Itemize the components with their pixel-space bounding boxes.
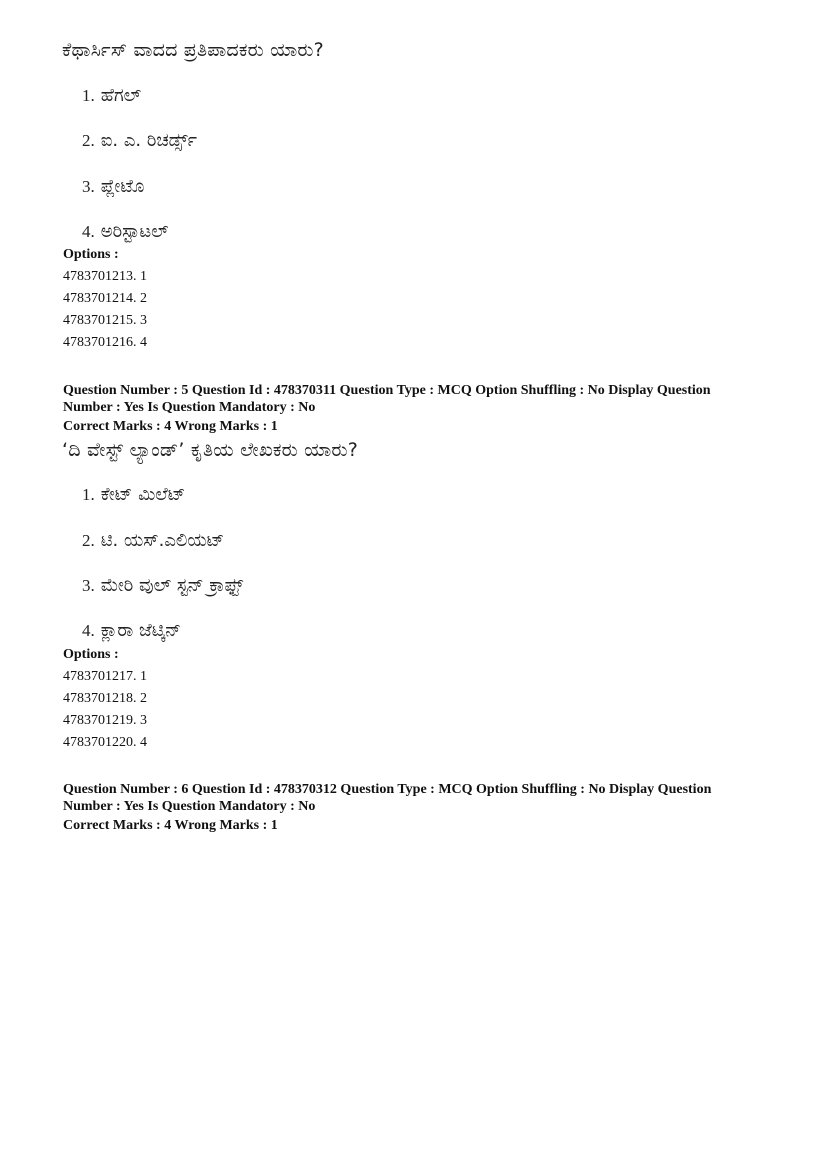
marks-info: Correct Marks : 4 Wrong Marks : 1 bbox=[63, 818, 278, 833]
choice-text: ಪ್ಲೇಟೊ bbox=[100, 176, 145, 197]
choice-number: 3. bbox=[82, 177, 95, 196]
option-id-line: 4783701218. 2 bbox=[63, 691, 147, 706]
choice-text: ಐ. ಎ. ರಿಚರ್ಡ್ಸ್ bbox=[100, 130, 197, 151]
question-text: ಕೆಥಾರ್ಸಿಸ್ ವಾದದ ಪ್ರತಿಪಾದಕರು ಯಾರು? bbox=[62, 39, 324, 61]
options-label: Options : bbox=[63, 247, 119, 262]
option-id-line: 4783701215. 3 bbox=[63, 313, 147, 328]
option-id-line: 4783701219. 3 bbox=[63, 713, 147, 728]
answer-choice bbox=[82, 176, 144, 197]
answer-choice bbox=[82, 575, 243, 596]
answer-choice bbox=[82, 130, 197, 151]
choice-number: 2. bbox=[82, 531, 95, 550]
option-id-line: 4783701214. 2 bbox=[63, 291, 147, 306]
choice-number: 4. bbox=[82, 222, 95, 241]
question-meta: Question Number : 6 Question Id : 478370312 Question Type : MCQ Option Shuffling : No Display Question Number : Yes Is Question Mandatory : No bbox=[63, 782, 712, 814]
choice-text: ಕ್ಲಾರಾ ಜೆಟ್ಕಿನ್ bbox=[100, 620, 182, 641]
choice-number: 1. bbox=[82, 485, 95, 504]
answer-choice bbox=[82, 85, 141, 106]
choice-text: ಅರಿಸ್ಟಾಟಲ್ bbox=[100, 221, 169, 242]
options-label: Options : bbox=[63, 647, 119, 662]
choice-text: ಟಿ. ಯಸ್.ಎಲಿಯಟ್ bbox=[100, 530, 225, 551]
choice-text: ಮೇರಿ ವುಲ್ ಸ್ಟನ್ ಕ್ರಾಫ್ಟ್ bbox=[100, 575, 244, 596]
answer-choice bbox=[82, 530, 224, 551]
choice-number: 3. bbox=[82, 576, 95, 595]
question-meta: Question Number : 5 Question Id : 478370311 Question Type : MCQ Option Shuffling : No Display Question Number : Yes Is Question Mandatory : No bbox=[63, 383, 711, 415]
answer-choice bbox=[82, 221, 169, 242]
choice-text: ಕೇಟ್ ಮಿಲೆಟ್ bbox=[100, 484, 186, 505]
option-id-line: 4783701217. 1 bbox=[63, 669, 147, 684]
choice-number: 4. bbox=[82, 621, 95, 640]
question-text: ‘ದಿ ವೇಸ್ಟ್ ಲ್ಯಾಂಡ್’ ಕೃತಿಯ ಲೇಖಕರು ಯಾರು? bbox=[62, 439, 358, 461]
option-id-line: 4783701220. 4 bbox=[63, 735, 147, 750]
choice-number: 1. bbox=[82, 86, 95, 105]
choice-text: ಹೆಗಲ್ bbox=[100, 85, 142, 106]
answer-choice bbox=[82, 620, 181, 641]
option-id-line: 4783701213. 1 bbox=[63, 269, 147, 284]
marks-info: Correct Marks : 4 Wrong Marks : 1 bbox=[63, 419, 278, 434]
choice-number: 2. bbox=[82, 131, 95, 150]
option-id-line: 4783701216. 4 bbox=[63, 335, 147, 350]
answer-choice bbox=[82, 484, 185, 505]
